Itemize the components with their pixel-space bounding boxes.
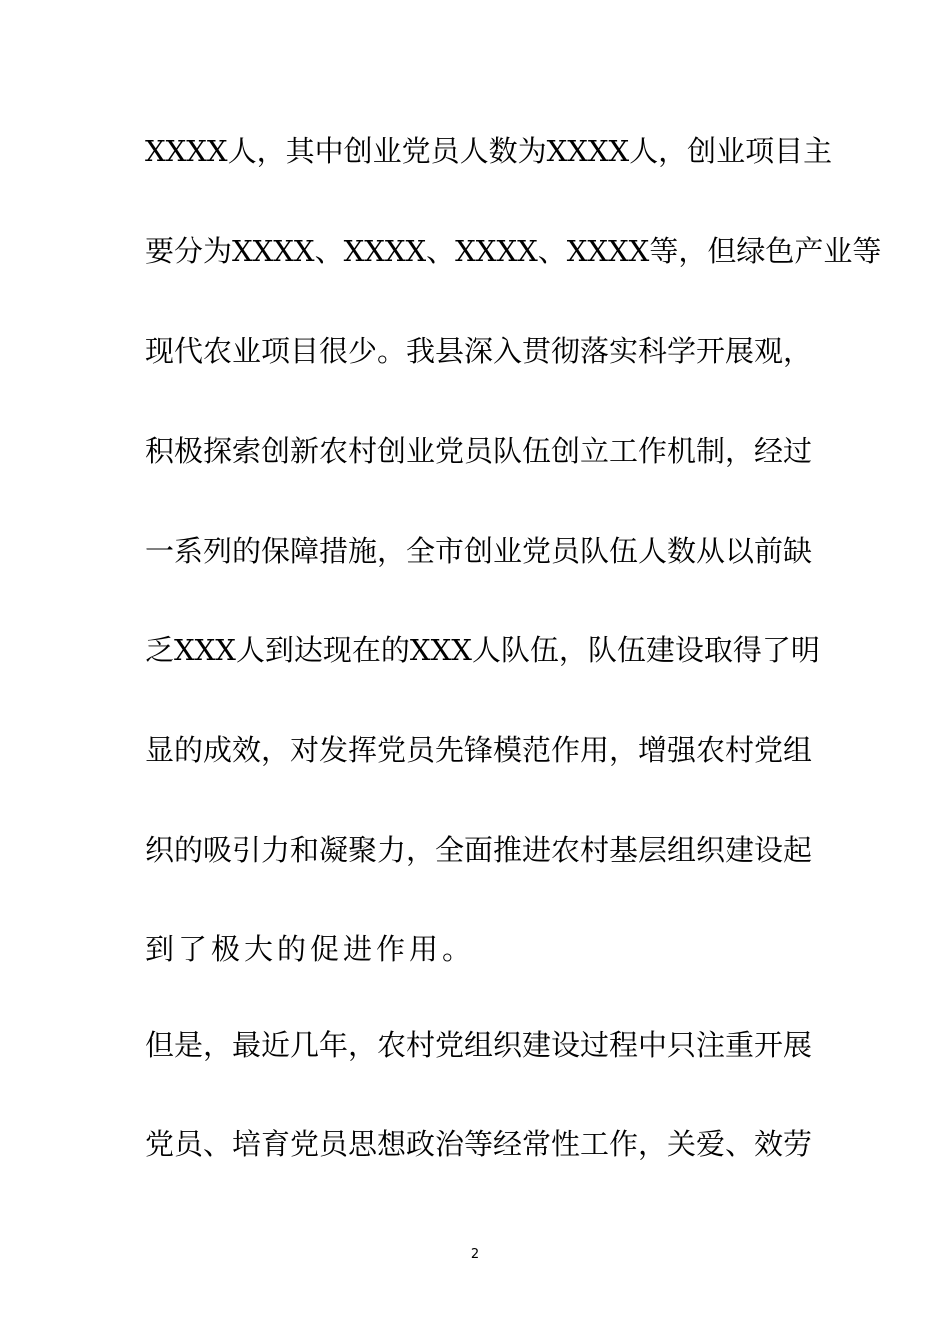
body-text-line-5: 一系列的保障措施，全市创业党员队伍人数从以前缺 [145, 534, 813, 568]
body-text-line-10: 但是，最近几年，农村党组织建设过程中只注重开展 [145, 1028, 813, 1062]
body-text-line-4: 积极探索创新农村创业党员队伍创立工作机制，经过 [145, 434, 813, 468]
body-text-line-11: 党员、培育党员思想政治等经常性工作，关爱、效劳 [145, 1127, 813, 1161]
body-text-line-3: 现代农业项目很少。我县深入贯彻落实科学开展观， [145, 334, 813, 368]
body-text-line-2: 要分为XXXX、XXXX、XXXX、XXXX等，但绿色产业等 [145, 234, 882, 268]
body-text-line-6: 乏XXX人到达现在的XXX人队伍，队伍建设取得了明 [145, 633, 820, 667]
body-text-line-8: 织的吸引力和凝聚力，全面推进农村基层组织建设起 [145, 833, 813, 867]
body-text-line-7: 显的成效，对发挥党员先锋模范作用，增强农村党组 [145, 733, 813, 767]
body-text-line-9: 到了极大的促进作用。 [145, 932, 476, 966]
body-text-line-1: XXXX人，其中创业党员人数为XXXX人，创业项目主 [145, 134, 833, 168]
page-number: 2 [470, 1247, 480, 1262]
